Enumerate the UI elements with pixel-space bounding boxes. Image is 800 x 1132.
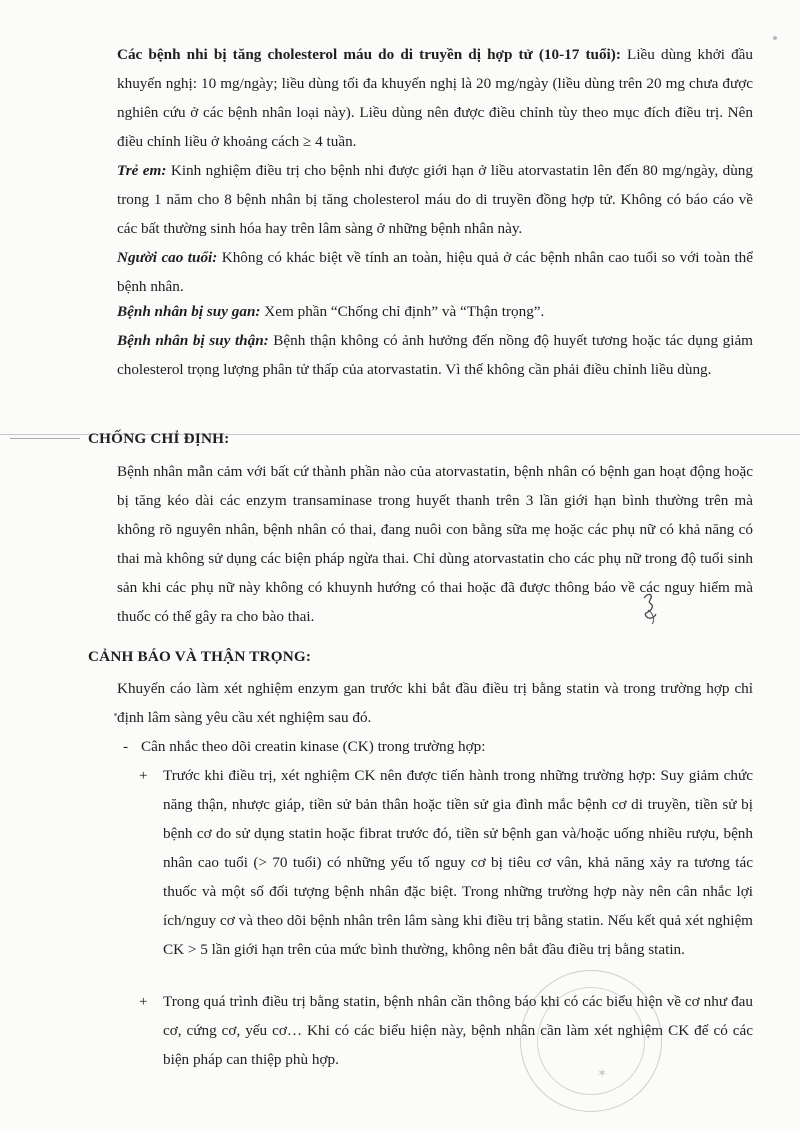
stamp-star-icon: ✶ [597,1066,608,1080]
paragraph-label: Các bệnh nhi bị tăng cholesterol máu do di truyền dị hợp tử (10-17 tuổi): [117,46,621,63]
paragraph-text: Không có khác biệt về tính an toàn, hiệu quả ở các bệnh nhân cao tuổi so với toàn thể bệnh nhân. [117,249,753,295]
plus-bullet-marker: + [139,767,148,784]
scan-speck [114,713,117,716]
stamp-inner-ring [537,987,645,1095]
paragraph-label: Bệnh nhân bị suy thận: [117,332,269,349]
scan-speck [773,36,777,40]
section-heading-contraindications: CHỐNG CHỈ ĐỊNH: [88,430,230,447]
paragraph-warnings-intro: Khuyến cáo làm xét nghiệm enzym gan trước khi bắt đầu điều trị bằng statin và trong trường hợp chỉ định lâm sàng yêu cầu xét nghiệm sau đó. [117,680,753,726]
section-heading-warnings: CẢNH BÁO VÀ THẬN TRỌNG: [88,648,312,665]
paragraph-label: Người cao tuổi: [117,249,218,266]
list-item-ck-monitoring: Cân nhắc theo dõi creatin kinase (CK) trong trường hợp: [141,738,486,755]
paragraph-hepatic [117,297,753,326]
paragraph-label: Bệnh nhân bị suy gan: [117,303,261,320]
scan-divider-line [10,438,80,439]
company-stamp [520,970,662,1112]
paragraph-text: Kinh nghiệm điều trị cho bệnh nhi được giới hạn ở liều atorvastatin lên đến 80 mg/ngày, dùng trong 1 năm cho 8 bệnh nhân bị tăng cholesterol máu do di truyền đồng hợp tử. Không có báo cáo về các bất thường sinh hóa hay trên lâm sàng ở những bệnh nhân này. [117,162,753,237]
plus-bullet-marker: + [139,993,148,1010]
paragraph-elderly [117,243,753,301]
dash-bullet-marker: - [123,738,129,755]
paragraph-text: Bệnh thận không có ảnh hưởng đến nồng độ huyết tương hoặc tác dụng giảm cholesterol trọng lượng phân tử thấp của atorvastatin. Vì thế không cần phải điều chỉnh liều dùng. [117,332,753,378]
initials-signature [638,590,666,626]
paragraph-text: Xem phần “Chống chỉ định” và “Thận trọng”. [260,303,545,320]
paragraph-children [117,156,753,243]
paragraph-contraindications: Bệnh nhân mẫn cảm với bất cứ thành phần nào của atorvastatin, bệnh nhân có bệnh gan hoạt động hoặc bị tăng kéo dài các enzym transaminase trong huyết thanh trên 3 lần giới hạn bình thường trên mà không rõ nguyên nhân, bệnh nhân có thai, đang nuôi con bằng sữa mẹ hoặc các phụ nữ có khả năng có thai mà không sử dụng các biện pháp ngừa thai. Chỉ dùng atorvastatin cho các phụ nữ trong độ tuổi sinh sản khi các phụ nữ này không có khuynh hướng có thai hoặc đã được thông báo về các nguy hiểm mà thuốc có thể gây ra cho bào thai. [117,463,753,625]
paragraph-heterozygous-pediatric [117,40,753,156]
list-item-before-treatment: Trước khi điều trị, xét nghiệm CK nên được tiến hành trong những trường hợp: Suy giảm chức năng thận, nhược giáp, tiền sử bản thân hoặc tiền sử gia đình mắc bệnh cơ di truyền, tiền sử bị bệnh cơ do sử dụng statin hoặc fibrat trước đó, tiền sử bệnh gan và/hoặc uống nhiều rượu, bệnh nhân cao tuổi (> 70 tuổi) có những yếu tố nguy cơ bị tiêu cơ vân, khả năng xảy ra tương tác thuốc và một số đối tượng bệnh nhân đặc biệt. Trong những trường hợp này nên cân nhắc lợi ích/nguy cơ và theo dõi bệnh nhân trên lâm sàng khi điều trị bằng statin. Nếu kết quả xét nghiệm CK > 5 lần giới hạn trên của mức bình thường, không nên bắt đầu điều trị bằng statin. [163,767,753,958]
paragraph-label: Trẻ em: [117,162,167,179]
paragraph-renal [117,326,753,384]
paragraph-text: Liều dùng khởi đầu khuyến nghị: 10 mg/ngày; liều dùng tối đa khuyến nghị là 20 mg/ngày (liều dùng trên 20 mg chưa được nghiên cứu ở các bệnh nhân loại này). Liều dùng nên được điều chỉnh tùy theo mục đích điều trị. Nên điều chỉnh liều ở khoảng cách ≥ 4 tuần. [117,46,754,150]
list-item-during-treatment: Trong quá trình điều trị bằng statin, bệnh nhân cần thông báo khi có các biểu hiện về cơ như đau cơ, cứng cơ, yếu cơ… Khi có các biểu hiện này, bệnh nhân cần làm xét nghiệm CK để có các biện pháp can thiệp phù hợp. [163,993,753,1068]
